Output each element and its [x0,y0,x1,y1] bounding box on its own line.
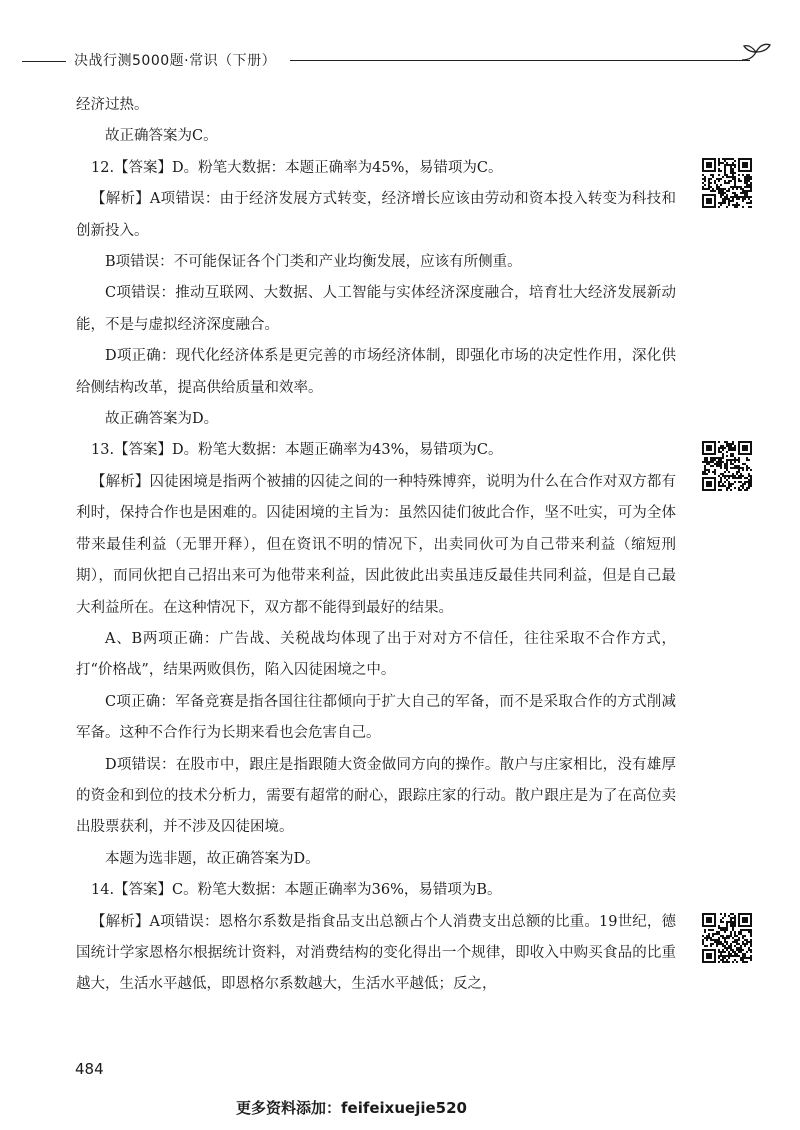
paragraph: D项正确：现代化经济体系是更完善的市场经济体制，即强化市场的决定性作用，深化供给侧结构改革，提高供给质量和效率。 [76,348,676,396]
answer-line-14: 14.【答案】C。粉笔大数据：本题正确率为36%，易错项为B。 [91,882,502,899]
qr-code-icon[interactable] [702,913,752,963]
header-rule-left [22,61,66,62]
qr-code-icon[interactable] [702,158,752,208]
paragraph: D项错误：在股市中，跟庄是指跟随大资金做同方向的操作。散户与庄家相比，没有雄厚的资金和到位的技术分析力，需要有超常的耐心，跟踪庄家的行动。散户跟庄是为了在高位卖出股票获利，并不涉及囚徒困境。 [76,756,676,836]
analysis-13: 【解析】囚徒困境是指两个被捕的囚徒之间的一种特殊博弈，说明为什么在合作对双方都有利时，保持合作也是困难的。囚徒困境的主旨为：虽然囚徒们彼此合作，坚不吐实，可为全体带来最佳利益（无罪开释），但在资讯不明的情况下，出卖同伙可为自己带来利益（缩短刑期），而同伙把自己招出来可为他带来利益，因此彼此出卖虽违反最佳共同利益，但是自己最大利益所在。在这种情况下，双方都不能得到最好的结果。 [76,473,676,616]
footer-note: 更多资料添加：feifeixuejie520 [236,1099,467,1117]
qr-code-icon[interactable] [702,441,752,491]
analysis-12: 【解析】A项错误：由于经济发展方式转变，经济增长应该由劳动和资本投入转变为科技和创新投入。 [76,191,676,239]
answer-explanations [76,90,676,1001]
page-number: 484 [75,1060,104,1078]
answer-line-12: 12.【答案】D。粉笔大数据：本题正确率为45%，易错项为C。 [91,159,503,176]
paragraph: 经济过热。 [76,97,149,113]
sprout-icon [738,40,778,66]
paragraph: A、B两项正确：广告战、关税战均体现了出于对对方不信任，往往采取不合作方式，打“价格战”，结果两败俱伤，陷入囚徒困境之中。 [76,630,676,679]
paragraph: B项错误：不可能保证各个门类和产业均衡发展，应该有所侧重。 [105,254,522,271]
analysis-14: 【解析】A项错误：恩格尔系数是指食品支出总额占个人消费支出总额的比重。19世纪，德国统计学家恩格尔根据统计资料，对消费结构的变化得出一个规律，即收入中购买食品的比重越大，生活水平越低，即恩格尔系数越大，生活水平越低；反之， [76,913,676,993]
answer-line-13: 13.【答案】D。粉笔大数据：本题正确率为43%，易错项为C。 [91,442,503,459]
header-rule-right [290,60,750,61]
paragraph: 故正确答案为D。 [105,411,219,428]
paragraph: 故正确答案为C。 [105,128,218,145]
paragraph: C项错误：推动互联网、大数据、人工智能与实体经济深度融合，培育壮大经济发展新动能，不是与虚拟经济深度融合。 [76,285,676,333]
header-title: 决战行测5000题·常识（下册） [74,53,277,69]
running-header [22,44,772,74]
paragraph: C项正确：军备竞赛是指各国往往都倾向于扩大自己的军备，而不是采取合作的方式削减军备。这种不合作行为长期来看也会危害自己。 [76,693,676,742]
paragraph: 本题为选非题，故正确答案为D。 [105,850,320,867]
